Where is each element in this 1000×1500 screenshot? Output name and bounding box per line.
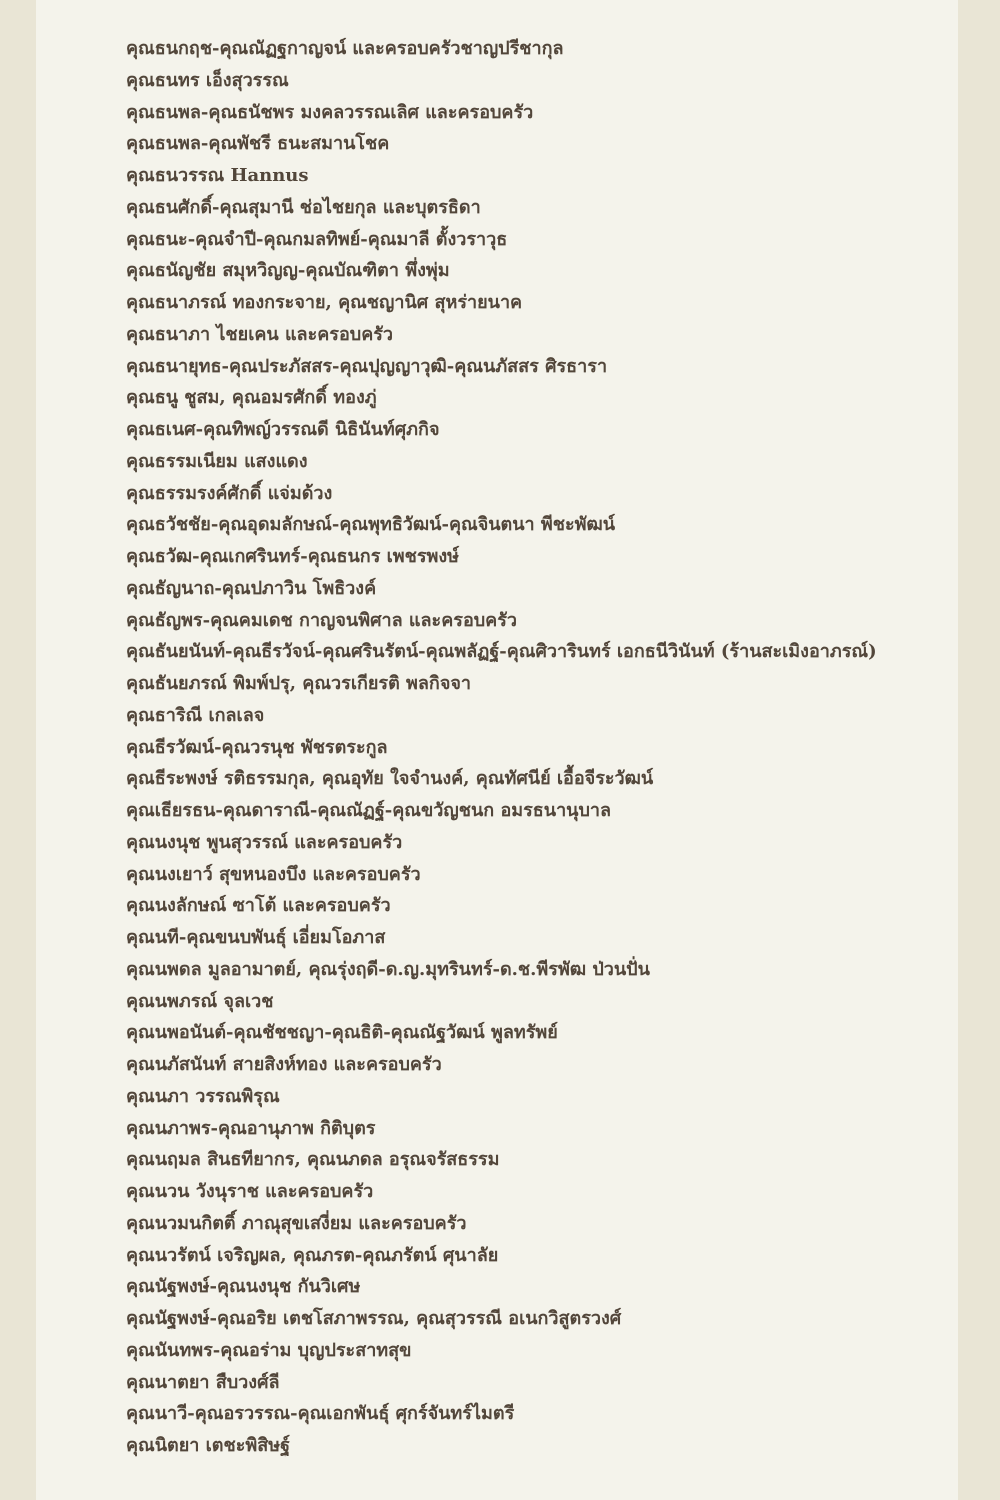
donor-name-item: คุณธนาภา ไชยเคน และครอบครัว <box>126 323 394 345</box>
donor-name-item: คุณนภาพร-คุณอานุภาพ กิติบุตร <box>126 1117 376 1139</box>
donor-name-item: คุณธนกฤช-คุณณัฏฐกาญจน์ และครอบครัวชาญปรีชากุล <box>126 38 564 59</box>
donor-name-item: คุณนิตยา เตชะพิสิษฐ์ <box>126 1435 291 1456</box>
donor-name-item: คุณนวรัตน์ เจริญผล, คุณภรต-คุณภรัตน์ ศุนาลัย <box>126 1244 499 1266</box>
donor-name-item: คุณนพดล มูลอามาตย์, คุณรุ่งฤดี-ด.ญ.มุทรินทร์-ด.ช.พีรพัฒ ป่วนปั่น <box>126 958 650 980</box>
donor-name-item: คุณนพอนันต์-คุณชัชชญา-คุณธิติ-คุณณัฐวัฒน์ พูลทรัพย์ <box>126 1022 558 1044</box>
donor-name-item: คุณธนศักดิ์-คุณสุมานี ช่อไชยกุล และบุตรธิดา <box>126 196 481 218</box>
donor-name-item: คุณนัฐพงษ์-คุณอริย เตชโสภาพรรณ, คุณสุวรรณี อเนกวิสูตรวงศ์ <box>126 1308 622 1329</box>
donor-name-item: คุณนันทพร-คุณอร่าม บุญประสาทสุข <box>126 1339 412 1361</box>
donor-name-item: คุณธนวรรณ Hannus <box>126 165 309 186</box>
donor-name-item: คุณนภา วรรณพิรุณ <box>126 1085 280 1107</box>
donor-name-item: คุณนงเยาว์ สุขหนองบึง และครอบครัว <box>126 863 421 885</box>
donor-name-item: คุณธันยนันท์-คุณธีรวัจน์-คุณศรินรัตน์-คุณพลัฏฐ์-คุณศิวารินทร์ เอกธนีวินันท์ (ร้านสะเมิงอาภรณ์) <box>126 641 877 663</box>
donor-name-item: คุณธัญนาถ-คุณปภาวิน โพธิวงค์ <box>126 577 377 599</box>
donor-name-item: คุณนาตยา สืบวงศ์ลี <box>126 1371 280 1393</box>
donor-name-item: คุณธนพล-คุณพัชรี ธนะสมานโชค <box>126 133 390 155</box>
donor-name-item: คุณนาวี-คุณอรวรรณ-คุณเอกพันธุ์ ศุกร์จันทร์ไมตรี <box>126 1403 515 1425</box>
donor-name-item: คุณธนู ชูสม, คุณอมรศักดิ์ ทองภู่ <box>126 387 377 409</box>
donor-name-item: คุณธเนศ-คุณทิพญ์วรรณดี นิธินันท์ศุภกิจ <box>126 419 440 440</box>
donor-name-item: คุณนวน วังนุราช และครอบครัว <box>126 1181 374 1202</box>
donor-name-item: คุณธนะ-คุณจำปี-คุณกมลทิพย์-คุณมาลี ตั้งวราวุธ <box>126 228 508 250</box>
donor-name-item: คุณนัฐพงษ์-คุณนงนุช กันวิเศษ <box>126 1276 361 1298</box>
donor-name-item: คุณธรรมรงค์ศักดิ์ แจ่มด้วง <box>126 482 333 504</box>
donor-name-item: คุณธันยภรณ์ พิมพ์ปรุ, คุณวรเกียรติ พลกิจจา <box>126 673 472 694</box>
donor-name-item: คุณธนทร เอ็งสุวรรณ <box>126 69 289 91</box>
donor-name-item: คุณธนายุทธ-คุณประภัสสร-คุณปุญญาวุฒิ-คุณนภัสสร ศิรธารา <box>126 355 608 377</box>
donor-list-page <box>36 0 958 1500</box>
donor-name-item: คุณธรรมเนียม แสงแดง <box>126 450 308 472</box>
donor-name-item: คุณธีรวัฒน์-คุณวรนุช พัชรตระกูล <box>126 736 388 758</box>
donor-name-item: คุณธนัญชัย สมุหวิญญ-คุณบัณฑิตา พึ่งพุ่ม <box>126 260 450 282</box>
donor-name-item: คุณเธียรธน-คุณดาราณี-คุณณัฏฐ์-คุณขวัญชนก อมรธนานุบาล <box>126 800 612 821</box>
donor-name-item: คุณนงลักษณ์ ซาโต้ และครอบครัว <box>126 895 391 917</box>
donor-name-item: คุณนที-คุณขนบพันธุ์ เอี่ยมโอภาส <box>126 927 386 948</box>
donor-name-item: คุณธนาภรณ์ ทองกระจาย, คุณชญานิศ สุหร่ายนาค <box>126 292 523 313</box>
donor-name-item: คุณนวมนกิตติ์ ภาณุสุขเสงี่ยม และครอบครัว <box>126 1212 467 1234</box>
donor-name-item: คุณธวัชชัย-คุณอุดมลักษณ์-คุณพุทธิวัฒน์-คุณจินตนา พีชะพัฒน์ <box>126 514 616 536</box>
donor-name-item: คุณธาริณี เกลเลจ <box>126 704 265 726</box>
donor-name-item: คุณธีระพงษ์ รติธรรมกุล, คุณอุทัย ใจจำนงค์, คุณทัศนีย์ เอื้อจีระวัฒน์ <box>126 768 654 790</box>
donor-name-item: คุณธวัฒ-คุณเกศรินทร์-คุณธนกร เพชรพงษ์ <box>126 546 460 567</box>
donor-name-item: คุณธนพล-คุณธนัชพร มงคลวรรณเลิศ และครอบครัว <box>126 101 534 123</box>
donor-name-item: คุณนฤมล สินธทียากร, คุณนภดล อรุณจรัสธรรม <box>126 1149 500 1171</box>
donor-name-item: คุณนภัสนันท์ สายสิงห์ทอง และครอบครัว <box>126 1054 442 1075</box>
donor-name-item: คุณนพภรณ์ จุลเวช <box>126 990 274 1012</box>
donor-name-item: คุณธัญพร-คุณคมเดช กาญจนพิศาล และครอบครัว <box>126 609 517 631</box>
donor-name-list <box>126 33 946 1462</box>
donor-name-item: คุณนงนุช พูนสุวรรณ์ และครอบครัว <box>126 831 403 853</box>
